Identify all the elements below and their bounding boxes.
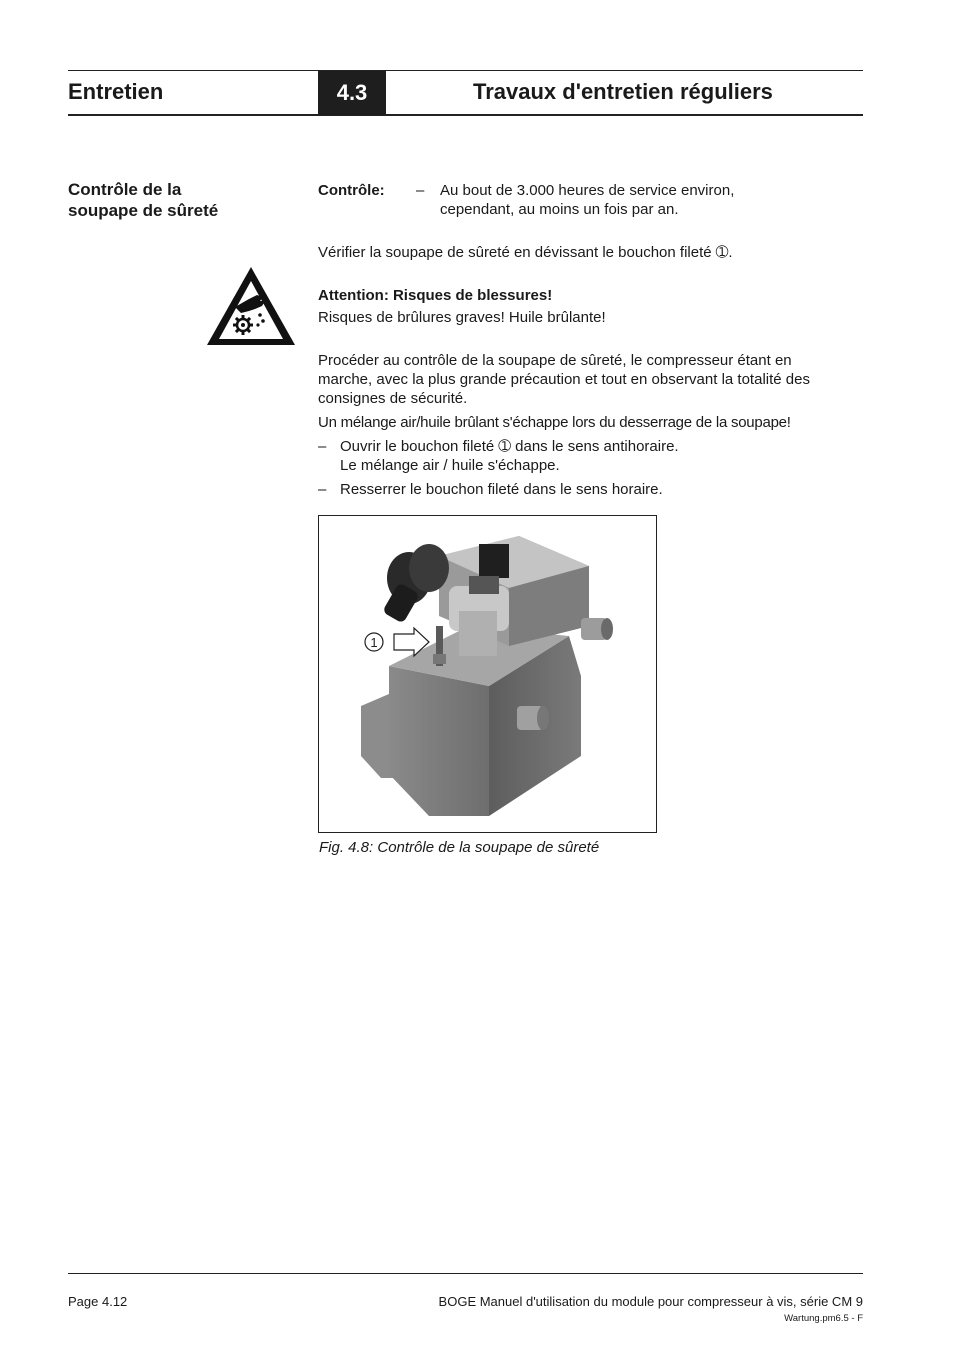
step2-text: Resserrer le bouchon fileté dans le sens horaire. bbox=[340, 481, 663, 498]
hot-surface-warning-icon bbox=[205, 265, 297, 347]
header-top-rule bbox=[68, 70, 863, 71]
header-bottom-rule bbox=[68, 114, 863, 116]
control-dash: – bbox=[416, 182, 425, 199]
side-heading-line1: Contrôle de la bbox=[68, 180, 182, 199]
step2-dash: – bbox=[318, 481, 327, 498]
figure-caption: Fig. 4.8: Contrôle de la soupape de sûreté bbox=[319, 839, 600, 856]
attention-title: Attention: Risques de blessures! bbox=[318, 287, 553, 304]
procedure-paragraph bbox=[318, 351, 810, 408]
side-heading-line2: soupape de sûreté bbox=[68, 201, 219, 220]
procedure-line1: Procéder au contrôle de la soupape de sûreté, le compresseur étant en bbox=[318, 352, 792, 369]
attention-text: Risques de brûlures graves! Huile brûlante! bbox=[318, 309, 606, 326]
control-text bbox=[440, 181, 734, 219]
control-label: Contrôle: bbox=[318, 182, 385, 199]
mixture-warning: Un mélange air/huile brûlant s'échappe lors du desserrage de la soupape! bbox=[318, 414, 791, 431]
footer-rule bbox=[68, 1273, 863, 1274]
check-paragraph: Vérifier la soupape de sûreté en dévissant le bouchon fileté ➀. bbox=[318, 244, 733, 261]
procedure-line3: consignes de sécurité. bbox=[318, 390, 468, 407]
control-line1: Au bout de 3.000 heures de service environ, bbox=[440, 182, 735, 199]
section-number-badge: 4.3 bbox=[318, 71, 386, 115]
step1-line1: Ouvrir le bouchon fileté ➀ dans le sens antihoraire. bbox=[340, 438, 679, 455]
figure-frame bbox=[318, 515, 657, 833]
section-title: Entretien bbox=[68, 79, 164, 104]
callout-number: 1 bbox=[370, 635, 378, 650]
page-number: Page 4.12 bbox=[68, 1294, 128, 1309]
control-line2: cependant, au moins un fois par an. bbox=[440, 201, 679, 218]
step1-text bbox=[340, 437, 679, 475]
step1-dash: – bbox=[318, 438, 327, 455]
procedure-line2: marche, avec la plus grande précaution et tout en observant la totalité des bbox=[318, 371, 810, 388]
side-heading bbox=[68, 179, 268, 221]
compressor-photo bbox=[319, 516, 656, 832]
page-title: Travaux d'entretien réguliers bbox=[473, 79, 773, 104]
manual-title: BOGE Manuel d'utilisation du module pour compresseur à vis, série CM 9 bbox=[438, 1294, 863, 1309]
step1-line2: Le mélange air / huile s'échappe. bbox=[340, 457, 560, 474]
file-reference: Wartung.pm6.5 - F bbox=[784, 1313, 863, 1324]
